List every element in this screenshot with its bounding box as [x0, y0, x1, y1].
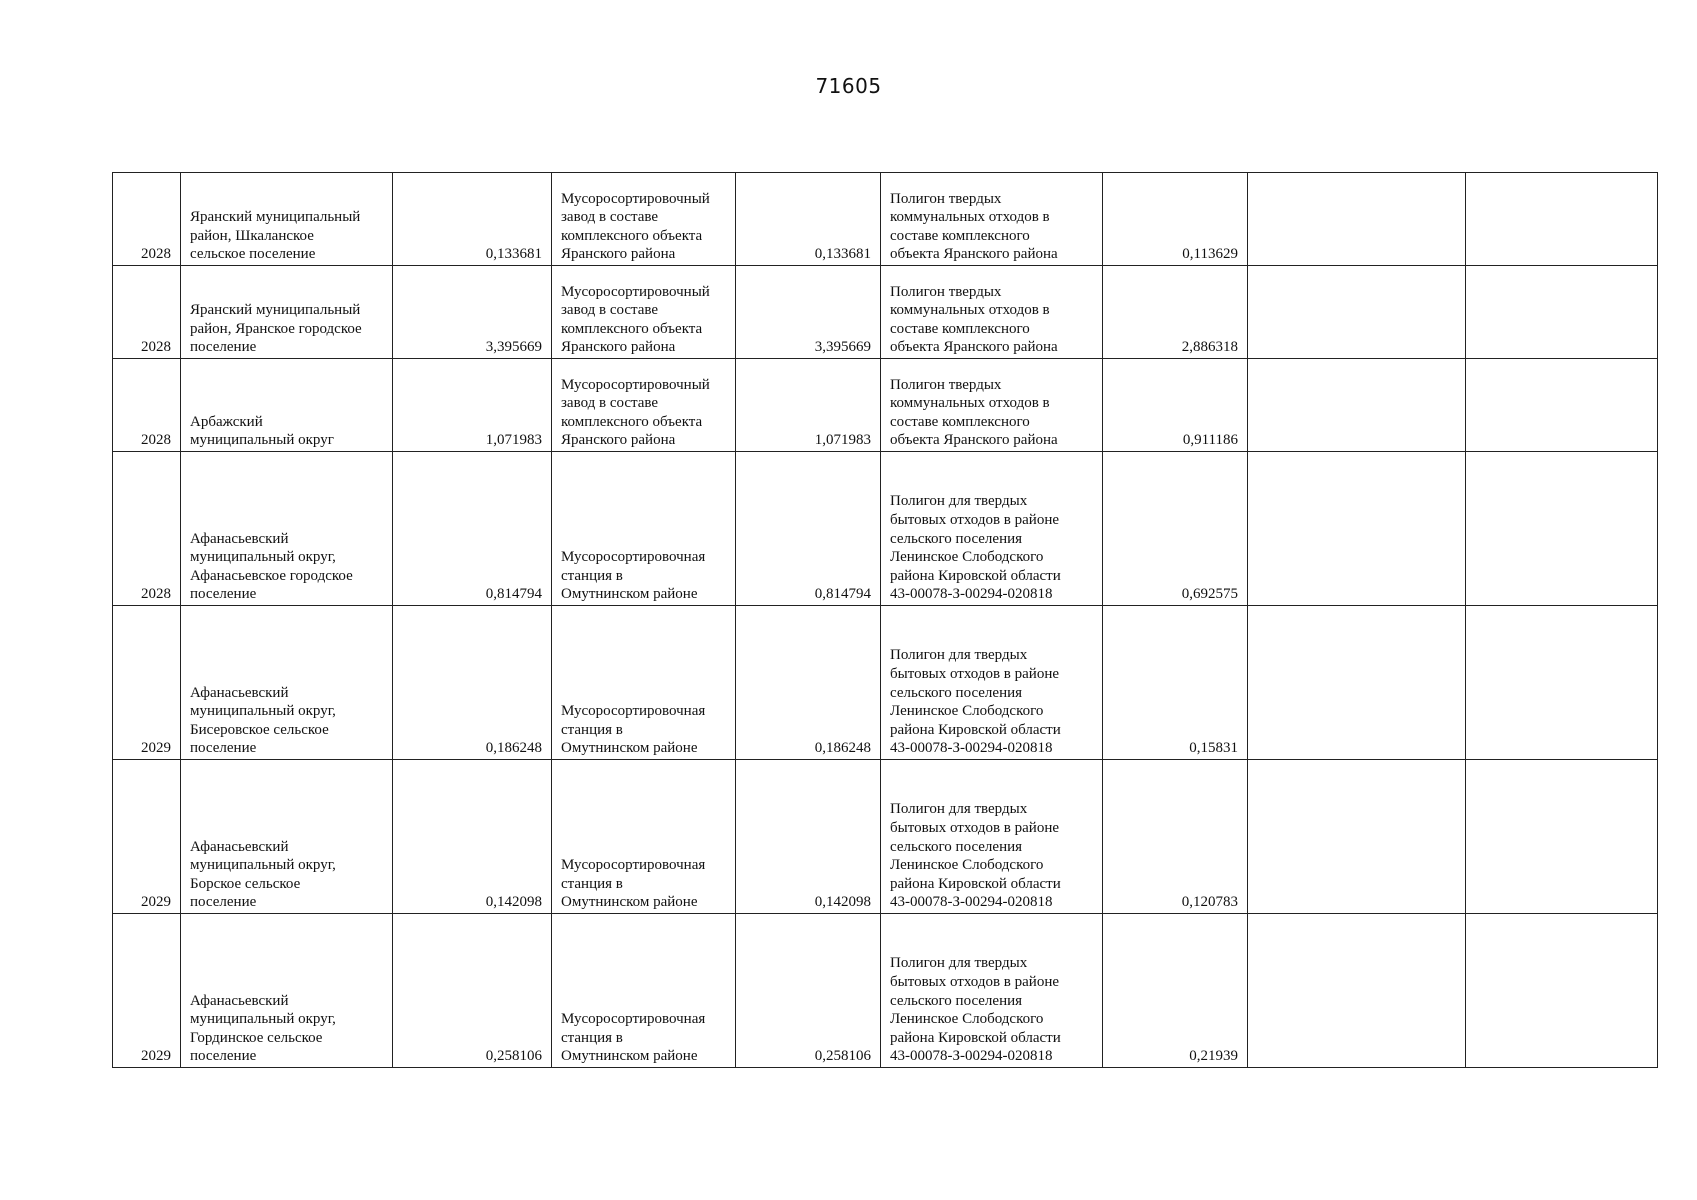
amount-cell: 0,133681 — [393, 173, 552, 266]
table-row — [113, 914, 1658, 1068]
empty-cell — [1248, 452, 1466, 606]
year-cell: 2028 — [113, 173, 181, 266]
municipality-cell: Афанасьевский муниципальный округ, Бисеровское сельское поселение — [181, 606, 393, 760]
empty-cell — [1466, 173, 1658, 266]
year-cell: 2029 — [113, 760, 181, 914]
amount-cell: 0,186248 — [393, 606, 552, 760]
amount-cell: 0,186248 — [736, 606, 881, 760]
amount-cell: 0,258106 — [736, 914, 881, 1068]
landfill-cell: Полигон для твердых бытовых отходов в районе сельского поселения Ленинское Слободского района Кировской области 43-00078-З-00294-020818 — [881, 760, 1103, 914]
landfill-cell: Полигон для твердых бытовых отходов в районе сельского поселения Ленинское Слободского района Кировской области 43-00078-З-00294-020818 — [881, 452, 1103, 606]
sorting-facility-cell: Мусоросортировочная станция в Омутнинском районе — [552, 606, 736, 760]
sorting-facility-cell: Мусоросортировочная станция в Омутнинском районе — [552, 914, 736, 1068]
empty-cell — [1466, 266, 1658, 359]
empty-cell — [1466, 452, 1658, 606]
amount-cell: 0,814794 — [736, 452, 881, 606]
empty-cell — [1466, 914, 1658, 1068]
amount-cell: 0,120783 — [1103, 760, 1248, 914]
table-row — [113, 452, 1658, 606]
year-cell: 2029 — [113, 606, 181, 760]
waste-flow-table — [112, 172, 1658, 1068]
empty-cell — [1466, 359, 1658, 452]
amount-cell: 0,911186 — [1103, 359, 1248, 452]
year-cell: 2028 — [113, 266, 181, 359]
empty-cell — [1248, 359, 1466, 452]
amount-cell: 0,142098 — [393, 760, 552, 914]
year-cell: 2028 — [113, 452, 181, 606]
landfill-cell: Полигон твердых коммунальных отходов в составе комплексного объекта Яранского района — [881, 173, 1103, 266]
empty-cell — [1466, 760, 1658, 914]
municipality-cell: Арбажский муниципальный округ — [181, 359, 393, 452]
sorting-facility-cell: Мусоросортировочная станция в Омутнинском районе — [552, 760, 736, 914]
year-cell: 2028 — [113, 359, 181, 452]
empty-cell — [1466, 606, 1658, 760]
empty-cell — [1248, 914, 1466, 1068]
amount-cell: 0,142098 — [736, 760, 881, 914]
table-row — [113, 173, 1658, 266]
amount-cell: 0,814794 — [393, 452, 552, 606]
table-row — [113, 760, 1658, 914]
municipality-cell: Яранский муниципальный район, Яранское городское поселение — [181, 266, 393, 359]
table-row — [113, 266, 1658, 359]
empty-cell — [1248, 760, 1466, 914]
landfill-cell: Полигон для твердых бытовых отходов в районе сельского поселения Ленинское Слободского района Кировской области 43-00078-З-00294-020818 — [881, 914, 1103, 1068]
landfill-cell: Полигон твердых коммунальных отходов в составе комплексного объекта Яранского района — [881, 359, 1103, 452]
empty-cell — [1248, 173, 1466, 266]
amount-cell: 0,21939 — [1103, 914, 1248, 1068]
amount-cell: 1,071983 — [736, 359, 881, 452]
sorting-facility-cell: Мусоросортировочный завод в составе комплексного объекта Яранского района — [552, 266, 736, 359]
amount-cell: 0,692575 — [1103, 452, 1248, 606]
amount-cell: 3,395669 — [393, 266, 552, 359]
amount-cell: 0,15831 — [1103, 606, 1248, 760]
municipality-cell: Афанасьевский муниципальный округ, Гординское сельское поселение — [181, 914, 393, 1068]
table-row — [113, 359, 1658, 452]
empty-cell — [1248, 606, 1466, 760]
year-cell: 2029 — [113, 914, 181, 1068]
sorting-facility-cell: Мусоросортировочный завод в составе комплексного объекта Яранского района — [552, 173, 736, 266]
amount-cell: 2,886318 — [1103, 266, 1248, 359]
amount-cell: 0,133681 — [736, 173, 881, 266]
amount-cell: 3,395669 — [736, 266, 881, 359]
municipality-cell: Яранский муниципальный район, Шкаланское сельское поселение — [181, 173, 393, 266]
municipality-cell: Афанасьевский муниципальный округ, Афанасьевское городское поселение — [181, 452, 393, 606]
amount-cell: 0,258106 — [393, 914, 552, 1068]
landfill-cell: Полигон твердых коммунальных отходов в составе комплексного объекта Яранского района — [881, 266, 1103, 359]
amount-cell: 0,113629 — [1103, 173, 1248, 266]
page-number: 71605 — [815, 74, 882, 98]
amount-cell: 1,071983 — [393, 359, 552, 452]
empty-cell — [1248, 266, 1466, 359]
landfill-cell: Полигон для твердых бытовых отходов в районе сельского поселения Ленинское Слободского района Кировской области 43-00078-З-00294-020818 — [881, 606, 1103, 760]
table-row — [113, 606, 1658, 760]
municipality-cell: Афанасьевский муниципальный округ, Борское сельское поселение — [181, 760, 393, 914]
sorting-facility-cell: Мусоросортировочный завод в составе комплексного объекта Яранского района — [552, 359, 736, 452]
sorting-facility-cell: Мусоросортировочная станция в Омутнинском районе — [552, 452, 736, 606]
